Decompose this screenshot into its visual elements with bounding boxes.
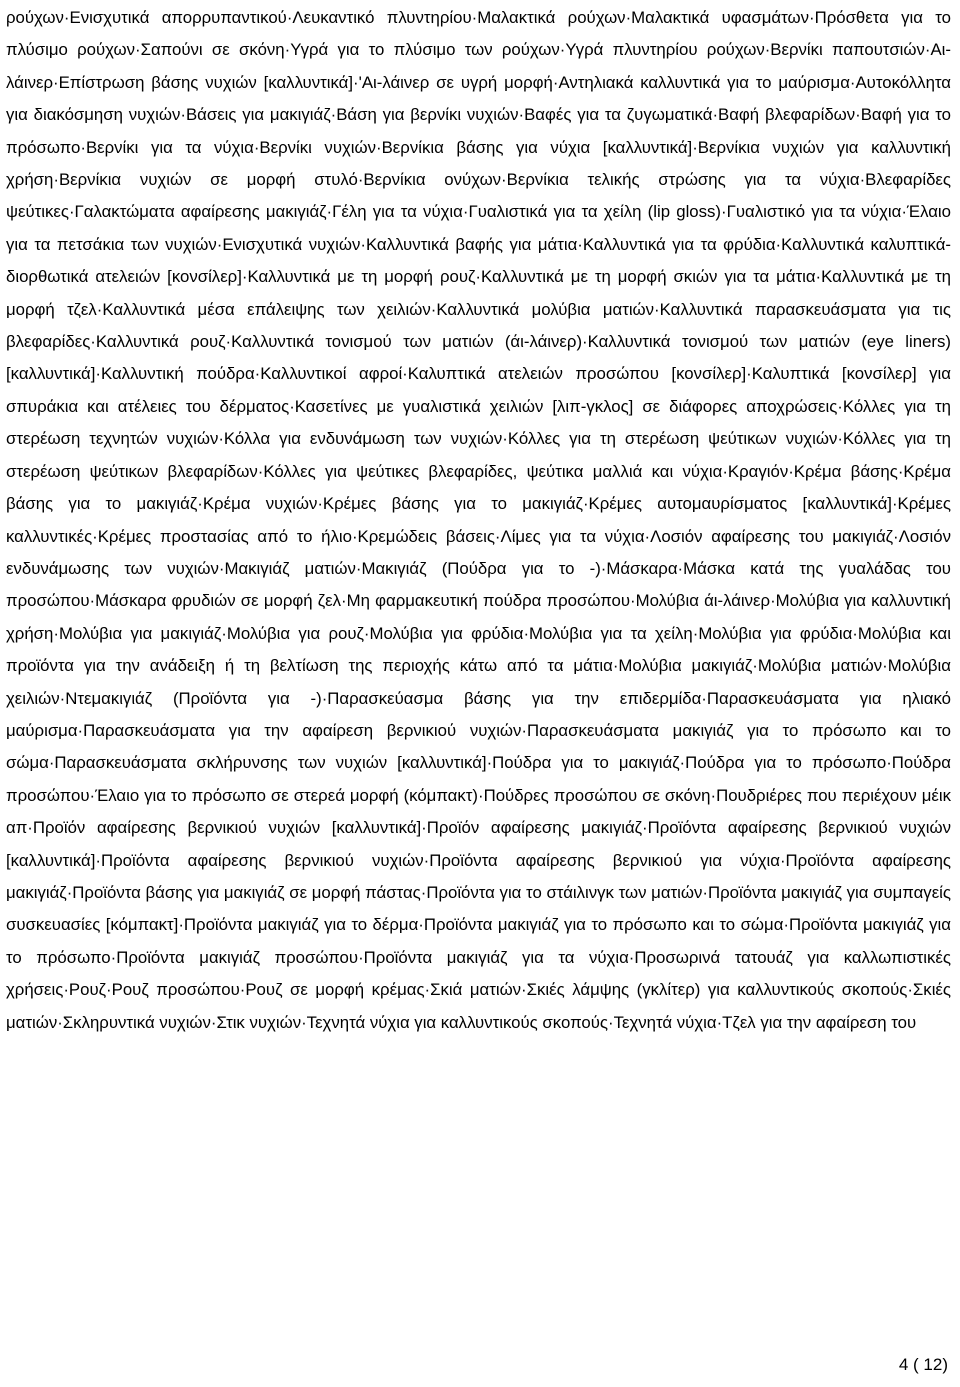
page-number: 4 ( 12) [898, 1355, 948, 1374]
goods-list-text: ρούχων·Ενισχυτικά απορρυπαντικού·Λευκαντικό πλυντηρίου·Μαλακτικά ρούχων·Μαλακτικά υφασμάτων·Πρόσθετα για το πλύσιμο ρούχων·Σαπούνι σε σκόνη·Υγρά για το πλύσιμο των ρούχων·Υγρά πλυντηρίου ρούχων·Βερνίκι παπουτσιών·Αι-λάινερ·Επίστρωση βάσης νυχιών [καλλυντικά]·'Αι-λάινερ σε υγρή μορφή·Αντηλιακά καλλυντικά για το μαύρισμα·Αυτοκόλλητα για διακόσμηση νυχιών·Βάσεις για μακιγιάζ·Βάση για βερνίκι νυχιών·Βαφές για τα ζυγωματικά·Βαφή βλεφαρίδων·Βαφή για το πρόσωπο·Βερνίκι για τα νύχια·Βερνίκι νυχιών·Βερνίκια βάσης για νύχια [καλλυντικά]·Βερνίκια νυχιών για καλλυντική χρήση·Βερνίκια νυχιών σε μορφή στυλό·Βερνίκια ονύχων·Βερνίκια τελικής στρώσης για τα νύχια·Βλεφαρίδες ψεύτικες·Γαλακτώματα αφαίρεσης μακιγιάζ·Γέλη για τα νύχια·Γυαλιστικά για τα χείλη (lip gloss)·Γυαλιστικό για τα νύχια·Έλαιο για τα πετσάκια των νυχιών·Ενισχυτικά νυχιών·Καλλυντικά βαφής για μάτια·Καλλυντικά για τα φρύδια·Καλλυντικά καλυπτικά-διορθωτικά ατελειών [κονσίλερ]·Καλλυντικά με τη μορφή ρουζ·Καλλυντικά με τη μορφή σκιών για τα μάτια·Καλλυντικά με τη μορφή τζελ·Καλλυντικά μέσα επάλειψης των χειλιών·Καλλυντικά μολύβια ματιών·Καλλυντικά παρασκευάσματα για τις βλεφαρίδες·Καλλυντικά ρουζ·Καλλυντικά τονισμού των ματιών (άι-λάινερ)·Καλλυντικά τονισμού των ματιών (eye liners) [καλλυντικά]·Καλλυντική πούδρα·Καλλυντικοί αφροί·Καλυπτικά ατελειών προσώπου [κονσίλερ]·Καλυπτικά [κονσίλερ] για σπυράκια και ατέλειες του δέρματος·Κασετίνες με γυαλιστικά χειλιών [λιπ-γκλος] σε διάφορες αποχρώσεις·Κόλλες για τη στερέωση τεχνητών νυχιών·Κόλλα για ενδυνάμωση των νυχιών·Κόλλες για τη στερέωση ψεύτικων νυχιών·Κόλλες για τη στερέωση ψεύτικων βλεφαρίδων·Κόλλες για ψεύτικες βλεφαρίδες, ψεύτικα μαλλιά και νύχια·Κραγιόν·Κρέμα βάσης·Κρέμα βάσης για το μακιγιάζ·Κρέμα νυχιών·Κρέμες βάσης για το μακιγιάζ·Κρέμες αυτομαυρίσματος [καλλυντικά]·Κρέμες καλλυντικές·Κρέμες προστασίας από το ήλιο·Κρεμώδεις βάσεις·Λίμες για τα νύχια·Λοσιόν αφαίρεσης του μακιγιάζ·Λοσιόν ενδυνάμωσης των νυχιών·Μακιγιάζ ματιών·Μακιγιάζ (Πούδρα για το -)·Μάσκαρα·Μάσκα κατά της γυαλάδας του προσώπου·Μάσκαρα φρυδιών σε μορφή ζελ·Μη φαρμακευτική πούδρα προσώπου·Μολύβια άι-λάινερ·Μολύβια για καλλυντική χρήση·Μολύβια για μακιγιάζ·Μολύβια για ρουζ·Μολύβια για φρύδια·Μολύβια για τα χείλη·Μολύβια για φρύδια·Μολύβια και προϊόντα για την ανάδειξη ή τη βελτίωση της περιοχής κάτω από τα μάτια·Μολύβια μακιγιάζ·Μολύβια ματιών·Μολύβια χειλιών·Ντεμακιγιάζ (Προϊόντα για -)·Παρασκεύασμα βάσης για την επιδερμίδα·Παρασκευάσματα για ηλιακό μαύρισμα·Παρασκευάσματα για την αφαίρεση βερνικιού νυχιών·Παρασκευάσματα μακιγιάζ για το πρόσωπο και το σώμα·Παρασκευάσματα σκλήρυνσης των νυχιών [καλλυντικά]·Πούδρα για το μακιγιάζ·Πούδρα για το πρόσωπο·Πούδρα προσώπου·Έλαιο για το πρόσωπο σε στερεά μορφή (κόμπακτ)·Πούδρες προσώπου σε σκόνη·Πουδριέρες που περιέχουν μέικ απ·Προϊόν αφαίρεσης βερνικιού νυχιών [καλλυντικά]·Προϊόν αφαίρεσης μακιγιάζ·Προϊόντα αφαίρεσης βερνικιού νυχιών [καλλυντικά]·Προϊόντα αφαίρεσης βερνικιού νυχιών·Προϊόντα αφαίρεσης βερνικιού για νύχια·Προϊόντα αφαίρεσης μακιγιάζ·Προϊόντα βάσης για μακιγιάζ σε μορφή πάστας·Προϊόντα για το στάιλινγκ των ματιών·Προϊόντα μακιγιάζ για συμπαγείς συσκευασίες [κόμπακτ]·Προϊόντα μακιγιάζ για το δέρμα·Προϊόντα μακιγιάζ για το πρόσωπο και το σώμα·Προϊόντα μακιγιάζ για το πρόσωπο·Προϊόντα μακιγιάζ προσώπου·Προϊόντα μακιγιάζ για τα νύχια·Προσωρινά τατουάζ για καλλωπιστικές χρήσεις·Ρουζ·Ρουζ προσώπου·Ρουζ σε μορφή κρέμας·Σκιά ματιών·Σκιές λάμψης (γκλίτερ) για καλλυντικούς σκοπούς·Σκιές ματιών·Σκληρυντικά νυχιών·Στικ νυχιών·Τεχνητά νύχια για καλλυντικούς σκοπούς·Τεχνητά νύχια·Τζελ για την αφαίρεση του [6, 8, 951, 1032]
